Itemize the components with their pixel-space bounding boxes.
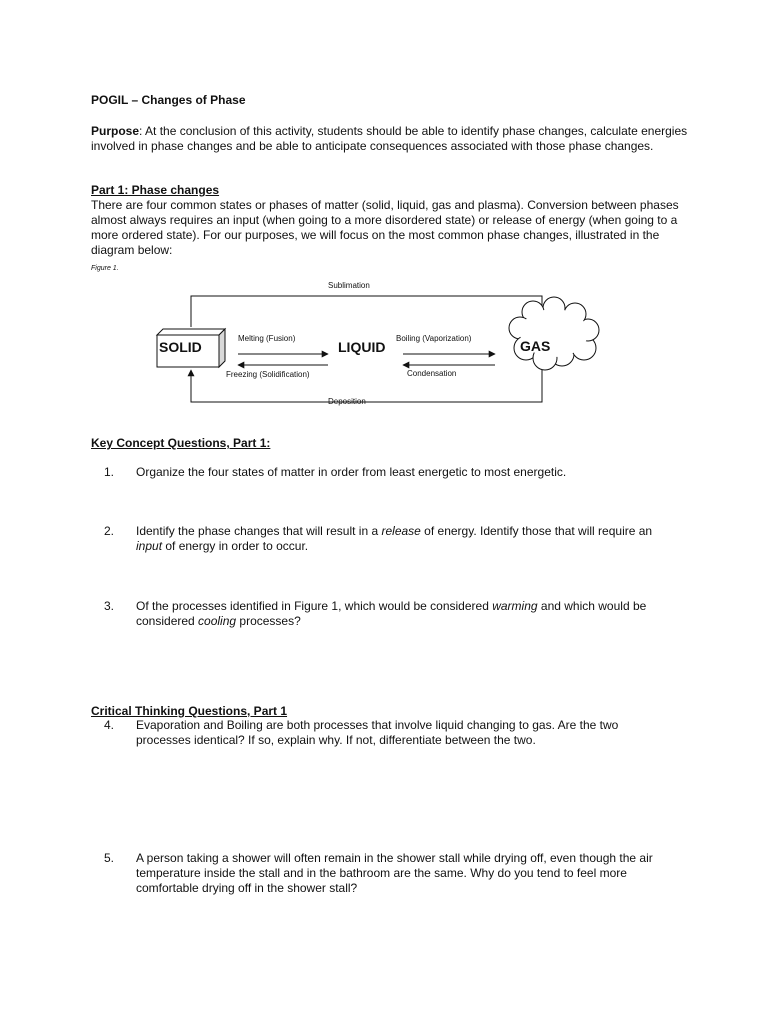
text-run: processes? xyxy=(236,614,301,628)
question-number: 1. xyxy=(103,465,114,479)
liquid-label: LIQUID xyxy=(338,339,386,355)
text-run: Of the processes identified in Figure 1, which would be considered xyxy=(136,599,493,613)
emphasis-release: release xyxy=(381,524,421,538)
question-text xyxy=(136,599,666,629)
question-text: Evaporation and Boiling are both processes that involve liquid changing to gas. Are the two processes identical? If so, explain why. If not, differentiate between the two. xyxy=(136,718,619,747)
question-text: Organize the four states of matter in order from least energetic to most energetic. xyxy=(136,465,567,479)
phase-change-diagram xyxy=(150,278,610,408)
text-run: Identify the phase changes that will result in a xyxy=(136,524,382,538)
question-number: 5. xyxy=(103,851,114,865)
condensation-label: Condensation xyxy=(407,369,457,378)
melting-label: Melting (Fusion) xyxy=(238,334,296,343)
emphasis-warming: warming xyxy=(492,599,538,613)
critical-thinking-heading: Critical Thinking Questions, Part 1 xyxy=(91,704,288,718)
question-number: 4. xyxy=(103,718,114,732)
question-number: 2. xyxy=(103,524,114,538)
question-number: 3. xyxy=(103,599,114,613)
key-concept-heading: Key Concept Questions, Part 1: xyxy=(91,436,271,450)
text-run: and which would be considered xyxy=(136,599,647,628)
sublimation-arrow xyxy=(191,296,542,327)
gas-cloud xyxy=(509,297,599,370)
emphasis-input: input xyxy=(136,539,163,553)
solid-label: SOLID xyxy=(159,339,202,355)
gas-label: GAS xyxy=(520,338,551,354)
sublimation-label: Sublimation xyxy=(328,281,370,290)
purpose-text: : At the conclusion of this activity, students should be able to identify phase changes, calculate energies involved in phase changes and be able to anticipate consequences associated with those phase changes. xyxy=(91,124,688,153)
question-text: A person taking a shower will often remain in the shower stall while drying off, even though the air temperature inside the stall and in the bathroom are the same. Why do you tend to feel more comfortable drying off in the shower stall? xyxy=(136,851,653,895)
freezing-label: Freezing (Solidification) xyxy=(226,370,310,379)
text-run: of energy in order to occur. xyxy=(162,539,309,553)
part1-heading: Part 1: Phase changes xyxy=(91,183,220,197)
purpose-paragraph xyxy=(91,124,691,154)
text-run: of energy. Identify those that will require an xyxy=(420,524,653,538)
part1-intro: There are four common states or phases of matter (solid, liquid, gas and plasma). Conversion between phases almost always requires an input (when going to a more disordered state) or release of energy (when going to a more ordered state). For our purposes, we will focus on the most common phase changes, illustrated in the diagram below: xyxy=(91,198,679,257)
purpose-label: Purpose xyxy=(91,124,140,138)
question-text xyxy=(136,524,666,554)
emphasis-cooling: cooling xyxy=(198,614,237,628)
boiling-label: Boiling (Vaporization) xyxy=(396,334,472,343)
document-title: POGIL – Changes of Phase xyxy=(91,93,246,107)
figure-label: Figure 1. xyxy=(91,265,119,272)
deposition-label: Deposition xyxy=(328,397,366,406)
